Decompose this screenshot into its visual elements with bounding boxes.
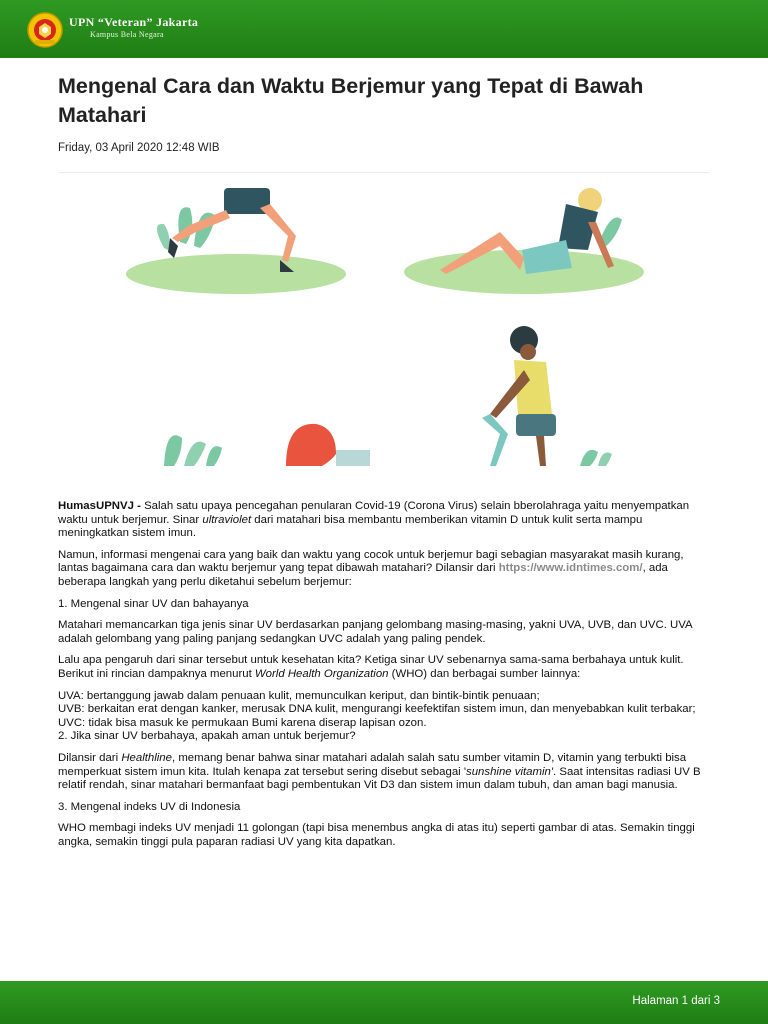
paragraph-context: Namun, informasi mengenai cara yang baik dan waktu yang cocok untuk berjemur bagi sebagian masyarakat masih kurang, lantas bagaimana cara dan waktu berjemur yang tepat dibawah matahari? Dilansir dari https://www.idntimes.com/, ada beberapa langkah yang perlu diketahui sebelum berjemur: (58, 548, 684, 588)
list-item-uvb: UVB: berkaitan erat dengan kanker, merusak DNA kulit, mengurangi keefektifan sistem imun, dan menyebabkan kulit terbakar; (58, 703, 696, 716)
paragraph-uv-index: WHO membagi indeks UV menjadi 11 golongan (tapi bisa menembus angka di atas itu) seperti gambar di atas. Semakin tinggi angka, semakin tinggi pula paparan radiasi UV yang kita dapatkan. (58, 822, 695, 848)
university-logo-icon (26, 11, 64, 49)
article-title: Mengenal Cara dan Waktu Berjemur yang Tepat di Bawah Matahari (58, 74, 644, 127)
page-footer (0, 981, 768, 1024)
section-heading-2: 2. Jika sinar UV berbahaya, apakah aman untuk berjemur? (58, 730, 356, 743)
page-number: Halaman 1 dari 3 (632, 995, 720, 1007)
divider (58, 172, 710, 173)
brand-subtitle: Kampus Bela Negara (90, 30, 164, 39)
article-body (58, 500, 712, 857)
brand-title: UPN “Veteran” Jakarta (69, 15, 199, 29)
section-heading-3: 3. Mengenal indeks UV di Indonesia (58, 800, 241, 813)
source-link[interactable]: https://www.idntimes.com/ (498, 562, 643, 575)
paragraph-intro: HumasUPNVJ - Salah satu upaya pencegahan penularan Covid-19 (Corona Virus) selain bberolahraga yaitu menyempatkan waktu untuk berjemur. Sinar ultraviolet dari matahari bisa membantu memberikan vitamin D untuk kulit serta mampu meningkatkan sistem imun. (58, 500, 690, 540)
list-item-uvc: UVC: tidak bisa masuk ke permukaan Bumi karena diserap lapisan ozon. (58, 716, 427, 729)
byline: HumasUPNVJ - (58, 500, 141, 512)
sunbathing-illustration-icon (110, 182, 710, 466)
article-date: Friday, 03 April 2020 12:48 WIB (58, 142, 220, 154)
paragraph-vitamin-d: Dilansir dari Healthline, memang benar bahwa sinar matahari adalah salah satu sumber vitamin D, vitamin yang terbukti bisa memperkuat sistem imun kita. Itulah kenapa zat tersebut sering disebut sebagai 'sunshine vitamin'. Saat intensitas radiasi UV B relatif rendah, sinar matahari bermanfaat bagi pembentukan Vit D3 dan sistem imun dalam tubuh, dan aman bagi manusia. (58, 751, 701, 792)
paragraph-uv-types: Matahari memancarkan tiga jenis sinar UV berdasarkan panjang gelombang masing-masing, yakni UVA, UVB, dan UVC. UVA adalah gelombang yang paling panjang sedangkan UVC adalah yang paling pendek. (58, 619, 692, 645)
list-item-uva: UVA: bertanggung jawab dalam penuaan kulit, memunculkan keriput, dan bintik-bintik penuaan; (58, 689, 540, 702)
section-heading-1: 1. Mengenal sinar UV dan bahayanya (58, 597, 249, 610)
site-header (0, 0, 768, 58)
paragraph-uv-effects: Lalu apa pengaruh dari sinar tersebut untuk kesehatan kita? Ketiga sinar UV sebenarnya sama-sama berbahaya untuk kulit. Berikut ini rincian dampaknya menurut World Health Organization (WHO) dan berbagai sumber lainnya: (58, 654, 684, 680)
